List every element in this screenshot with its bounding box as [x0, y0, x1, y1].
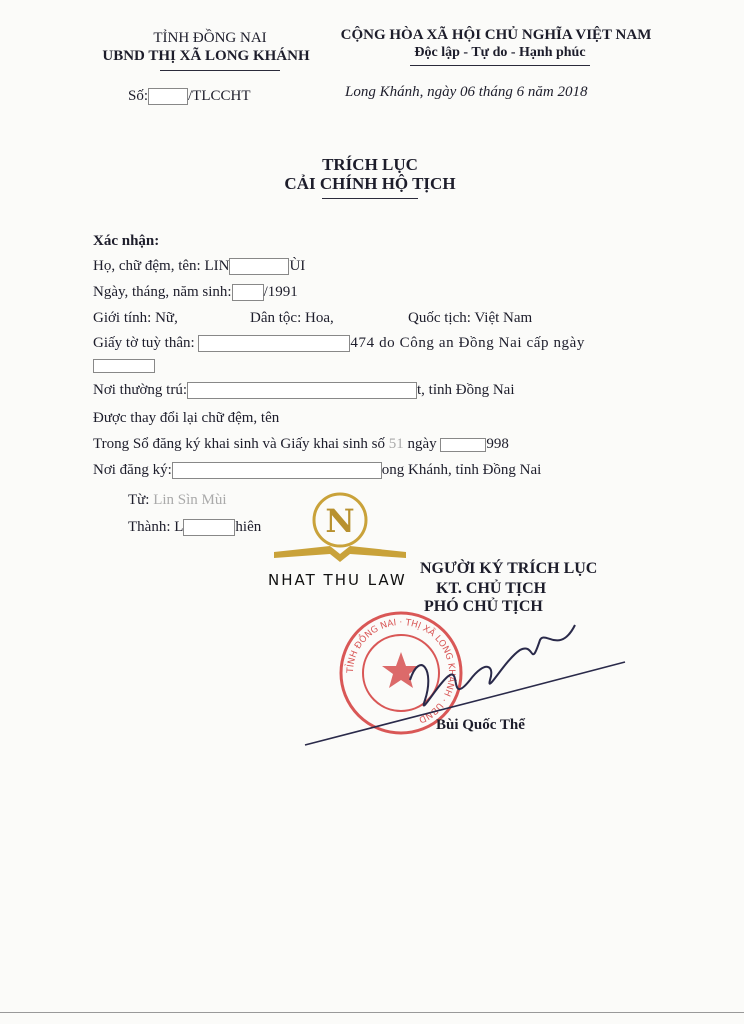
date-of-birth-line: Ngày, tháng, năm sinh: /1991: [93, 284, 298, 300]
changed-from-line: Từ: Lin Sìn Mùi: [128, 492, 227, 508]
page-bottom-edge: [0, 1012, 744, 1013]
redacted-new-name: [183, 519, 235, 536]
birth-register-line: Trong Sổ đăng ký khai sinh và Giấy khai sinh số 51 ngày 998: [93, 436, 509, 452]
identity-document-line: Giấy tờ tuỳ thân: 474 do Công an Đồng Nai cấp ngày: [93, 335, 585, 351]
country-name: CỘNG HÒA XÃ HỘI CHỦ NGHĨA VIỆT NAM: [340, 27, 652, 43]
redacted-register-date: [440, 438, 486, 452]
changed-to-line: Thành: L hiên: [128, 519, 262, 535]
title-underline: [322, 198, 418, 199]
document-number: Số: /TLCCHT: [128, 88, 251, 104]
redacted-name: [229, 258, 289, 275]
document-subtitle: CẢI CHÍNH HỘ TỊCH: [284, 174, 456, 193]
redacted-registration-place: [172, 462, 382, 479]
full-name-line: Họ, chữ đệm, tên: LIN ÙI: [93, 258, 306, 274]
redacted-dob: [232, 284, 264, 301]
province-name: TỈNH ĐỒNG NAI: [153, 30, 267, 46]
confirm-label: Xác nhận:: [93, 233, 160, 249]
redacted-issue-date: [93, 357, 155, 375]
signer-authority: KT. CHỦ TỊCH: [436, 580, 547, 597]
nationality: Quốc tịch: Việt Nam: [408, 310, 533, 326]
place-and-date: Long Khánh, ngày 06 tháng 6 năm 2018: [345, 84, 588, 100]
gender: Giới tính: Nữ,: [93, 310, 178, 326]
svg-text:TỈNH ĐỒNG NAI · THỊ XÃ LONG KH: TỈNH ĐỒNG NAI · THỊ XÃ LONG KHÁNH · UBND: [345, 617, 457, 725]
redacted-address: [187, 382, 417, 399]
redacted-id-number: [198, 335, 350, 352]
change-description: Được thay đổi lại chữ đệm, tên: [93, 410, 280, 426]
signer-title: PHÓ CHỦ TỊCH: [424, 598, 543, 615]
motto-underline: [410, 65, 590, 66]
signer-role: NGƯỜI KÝ TRÍCH LỤC: [420, 560, 598, 577]
svg-text:N: N: [325, 502, 355, 540]
ethnicity: Dân tộc: Hoa,: [250, 310, 334, 326]
registration-place-line: Nơi đăng ký: ong Khánh, tỉnh Đồng Nai: [93, 462, 542, 478]
national-motto: Độc lập - Tự do - Hạnh phúc: [414, 45, 586, 60]
signer-name: Bùi Quốc Thể: [436, 717, 525, 733]
watermark-brand: NHAT THU LAW: [268, 571, 407, 589]
residence-line: Nơi thường trú: t, tỉnh Đồng Nai: [93, 382, 515, 398]
redacted-number: [148, 88, 188, 105]
document-title: TRÍCH LỤC: [322, 155, 418, 174]
committee-name: UBND THỊ XÃ LONG KHÁNH: [102, 48, 310, 64]
watermark-logo-icon: [270, 490, 410, 570]
committee-underline: [160, 70, 280, 71]
